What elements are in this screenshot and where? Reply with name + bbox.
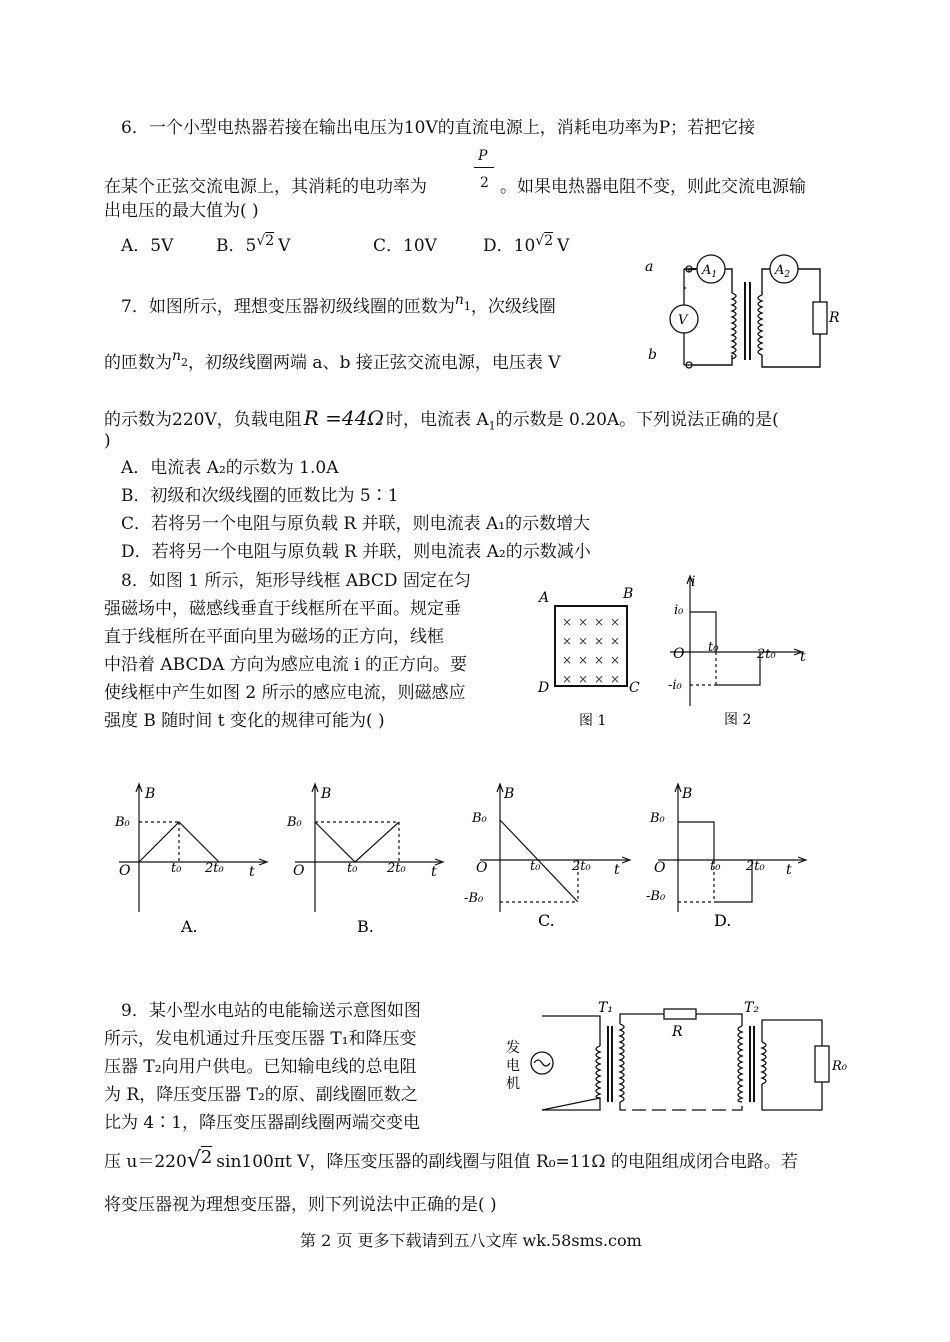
- q9-line5: 比为 4∶1，降压变压器副线圈两端交变电: [104, 1113, 421, 1133]
- q8-figure2: [660, 572, 820, 732]
- t2-primary-coil: [738, 1026, 742, 1102]
- field-cross: ×: [562, 672, 573, 686]
- q9-line3: 压器 T₂向用户供电。已知输电线的总电阻: [104, 1057, 417, 1077]
- field-cross: ×: [578, 653, 589, 667]
- fig7-label-a1: $A_1$: [702, 263, 718, 280]
- fig2-label-o: O: [673, 646, 685, 662]
- graph-d-label-2t0: 2t₀: [746, 859, 765, 874]
- q7-line4: ): [104, 431, 111, 451]
- q8-line3: 直于线框所在平面向里为磁场的正方向，线框: [104, 627, 444, 647]
- q7-line3c: 的示数是 0.20A。下列说法正确的是(: [495, 410, 779, 430]
- t1-primary-coil: [596, 1046, 600, 1098]
- q7-line3a: 的示数为220V，负载电阻: [104, 410, 302, 430]
- fig9-label-gen2: 电: [506, 1058, 520, 1074]
- field-cross: ×: [578, 634, 589, 648]
- page-footer: 第 2 页 更多下载请到五八文库 wk.58sms.com: [300, 1231, 642, 1250]
- field-cross: ×: [562, 653, 573, 667]
- t2-secondary-coil: [762, 1042, 766, 1084]
- sqrt-sign: √: [535, 233, 545, 249]
- q6-option-d-pre: D．10: [483, 236, 536, 256]
- q9-line1: 9．某小型水电站的电能输送示意图如图: [121, 1001, 421, 1021]
- q6-option-b-sqrt-arg: 2: [265, 233, 275, 249]
- q7-formula: R =44Ω: [303, 406, 384, 430]
- fig9-label-gen1: 发: [506, 1040, 520, 1056]
- q7-line3b: 时，电流表 A: [385, 410, 489, 430]
- q6-line2b: 。如果电热器电阻不变，则此交流电源输: [500, 177, 806, 197]
- fig9-label-r: R: [672, 1024, 683, 1040]
- field-cross: ×: [594, 653, 605, 667]
- graph-a-label-2t0: 2t₀: [205, 861, 224, 876]
- fig7-label-b: b: [648, 347, 657, 363]
- graph-d-label-neg-b0: -B₀: [646, 889, 666, 904]
- q8-graph-d: [640, 782, 820, 942]
- q6-fraction-bar: [474, 167, 494, 168]
- field-cross: ×: [594, 634, 605, 648]
- current-negative: [716, 652, 760, 685]
- q6-option-d-sqrt-arg: 2: [544, 233, 554, 249]
- fig2-label-2t0: 2t₀: [757, 647, 776, 662]
- graph-d-label-o: O: [654, 860, 666, 876]
- load-resistor-r0: [815, 1046, 829, 1082]
- fig9-label-gen3: 机: [506, 1076, 520, 1092]
- magnetic-field-crosses: [562, 615, 620, 686]
- fig1-label-a: A: [539, 590, 550, 606]
- primary-coil: [732, 293, 736, 359]
- graph-b-label-2t0: 2t₀: [387, 861, 406, 876]
- q6-line3: 出电压的最大值为( ): [104, 201, 259, 221]
- field-cross: ×: [562, 634, 573, 648]
- fig2-label-i: i: [691, 574, 696, 590]
- q7-secondary-circuit: [762, 269, 820, 367]
- field-cross: ×: [578, 615, 589, 629]
- q7-option-d: D．若将另一个电阻与原负载 R 并联，则电流表 A₂的示数减小: [121, 542, 591, 562]
- q8-figure1: [535, 582, 655, 732]
- graph-c-caption: C.: [538, 911, 555, 930]
- graph-c-label-2t0: 2t₀: [572, 859, 591, 874]
- q6-option-a: A．5V: [121, 236, 174, 256]
- field-cross: ×: [610, 634, 621, 648]
- graph-c-label-neg-b0: -B₀: [464, 891, 484, 906]
- q8-graph-c: [462, 782, 642, 942]
- fig2-label-t: t: [800, 649, 806, 665]
- graph-a-caption: A.: [181, 917, 198, 936]
- t1-secondary-coil: [620, 1024, 624, 1102]
- fig7-label-r: R: [829, 310, 840, 326]
- graph-b-label-o: O: [293, 863, 305, 879]
- field-cross: ×: [610, 653, 621, 667]
- fig1-label-d: D: [538, 680, 550, 696]
- q8-graph-a: [105, 782, 275, 942]
- graph-d-caption: D.: [714, 911, 732, 930]
- q7-line1: [121, 292, 556, 324]
- graph-c-label-t: t: [614, 862, 620, 878]
- graph-c-label-t0: t₀: [530, 859, 541, 874]
- q6-option-b-unit: V: [278, 236, 291, 256]
- iron-core: [745, 282, 750, 360]
- fig1-label-c: C: [629, 680, 640, 696]
- q8-line2: 强磁场中，磁感线垂直于线框所在平面。规定垂: [104, 599, 461, 619]
- graph-c-label-b0: B₀: [472, 811, 487, 826]
- q7-primary-circuit: [684, 269, 732, 365]
- secondary-coil: [758, 295, 762, 355]
- q7-line3b-sub: 1: [488, 419, 496, 433]
- sqrt-sign: √: [186, 1148, 201, 1173]
- sqrt-sign: √: [256, 233, 266, 249]
- q7-line1a: 7．如图所示，理想变压器初级线圈的匝数为: [121, 297, 455, 317]
- graph-a-label-o: O: [119, 863, 131, 879]
- fig2-label-neg-i0: -i₀: [668, 678, 682, 693]
- q7-n1: n: [454, 292, 464, 308]
- field-cross: ×: [594, 672, 605, 686]
- q8-line1: 8．如图 1 所示，矩形导线框 ABCD 固定在匀: [121, 571, 471, 591]
- fig9-label-t2: T₂: [744, 1000, 759, 1016]
- fig7-label-v: V: [678, 313, 688, 328]
- graph-b-label-t0: t₀: [347, 861, 358, 876]
- q9-transmission-figure: [500, 998, 847, 1128]
- graph-b-label-b0: B₀: [287, 815, 302, 830]
- transmission-line-bottom: [620, 1102, 742, 1110]
- field-cross: ×: [562, 615, 573, 629]
- q8-line5: 使线框中产生如图 2 所示的感应电流，则磁感应: [104, 683, 466, 703]
- graph-d-label-t0: t₀: [710, 859, 721, 874]
- q7-transformer-figure: [640, 250, 860, 390]
- graph-a-label-b: B: [145, 786, 156, 802]
- load-loop: [762, 1020, 822, 1110]
- q7-line1b: ，次级线圈: [470, 297, 556, 317]
- q8-line4: 中沿着 ABCDA 方向为感应电流 i 的正方向。要: [104, 655, 468, 675]
- graph-d-label-b0: B₀: [650, 811, 665, 826]
- fig2-caption: 图 2: [724, 712, 752, 728]
- field-cross: ×: [610, 615, 621, 629]
- q9-line7: 将变压器视为理想变压器，则下列说法中正确的是( ): [104, 1195, 497, 1215]
- q9-line2: 所示，发电机通过升压变压器 T₁和降压变: [104, 1029, 417, 1049]
- graph-c-label-o: O: [476, 860, 488, 876]
- q6-fraction-numerator: P: [478, 148, 488, 164]
- q7-n2-sub: 2: [181, 356, 189, 370]
- q7-line2: [104, 348, 561, 380]
- q7-option-c: C．若将另一个电阻与原负载 R 并联，则电流表 A₁的示数增大: [121, 514, 591, 534]
- fig1-label-b: B: [623, 586, 634, 602]
- q7-line2b: ，初级线圈两端 a、b 接正弦交流电源，电压表 V: [188, 353, 561, 373]
- fig1-caption: 图 1: [579, 713, 607, 729]
- graph-d-label-b: B: [682, 786, 693, 802]
- line-resistor-r: [664, 1009, 696, 1019]
- graph-a-label-t0: t₀: [171, 861, 182, 876]
- q8-graph-b: [281, 782, 451, 942]
- graph-a-label-b0: B₀: [115, 815, 130, 830]
- q6-line2a: 在某个正弦交流电源上，其消耗的电功率为: [104, 177, 427, 197]
- fig7-label-a2: $A_2$: [775, 263, 791, 280]
- q7-option-a: A．电流表 A₂的示数为 1.0A: [121, 458, 339, 478]
- q9-line6b: sin100πt V，降压变压器的副线圈与阻值 R₀=11Ω 的电阻组成闭合电路。若: [216, 1152, 798, 1172]
- fig9-label-r0: R₀: [832, 1059, 847, 1074]
- q6-fraction-denominator: 2: [480, 175, 489, 191]
- q9-line6: [104, 1147, 798, 1173]
- graph-b-caption: B.: [357, 917, 374, 936]
- q7-n1-sub: 1: [463, 300, 471, 314]
- load-resistor: [813, 302, 827, 334]
- field-cross: ×: [610, 672, 621, 686]
- q7-line2a: 的匝数为: [104, 353, 172, 373]
- q6-option-d-unit: V: [557, 236, 570, 256]
- q9-line4: 为 R，降压变压器 T₂的原、副线圈匝数之: [104, 1085, 418, 1105]
- q8-line6: 强度 B 随时间 t 变化的规律可能为( ): [104, 711, 385, 731]
- fig2-label-t0: t₀: [708, 640, 719, 655]
- fig7-label-a: a: [645, 259, 654, 275]
- graph-a-label-t: t: [249, 864, 255, 880]
- q7-option-b: B．初级和次级线圈的匝数比为 5∶1: [121, 486, 399, 506]
- fig9-label-t1: T₁: [598, 1000, 613, 1016]
- q7-line3: [104, 407, 779, 437]
- field-cross: ×: [594, 615, 605, 629]
- field-cross: ×: [578, 672, 589, 686]
- graph-b-label-b: B: [321, 786, 332, 802]
- fig2-label-i0: i₀: [674, 603, 684, 618]
- graph-b-label-t: t: [431, 864, 437, 880]
- graph-d-label-t: t: [786, 862, 792, 878]
- b-curve: [315, 822, 399, 862]
- q6-option-d: [483, 235, 569, 258]
- graph-c-label-b: B: [504, 786, 515, 802]
- q9-line6a: 压 u＝220: [104, 1152, 187, 1172]
- q6-option-c: C．10V: [373, 236, 437, 256]
- q9-sqrt-arg: 2: [200, 1147, 213, 1168]
- q6-line1: 6．一个小型电热器若接在输出电压为10V的直流电源上，消耗电功率为P；若把它接: [121, 118, 756, 138]
- q6-option-b-pre: B．5: [216, 236, 257, 256]
- b-curve-positive: [678, 822, 714, 860]
- q6-option-b: [216, 235, 290, 258]
- q7-n2: n: [172, 348, 182, 364]
